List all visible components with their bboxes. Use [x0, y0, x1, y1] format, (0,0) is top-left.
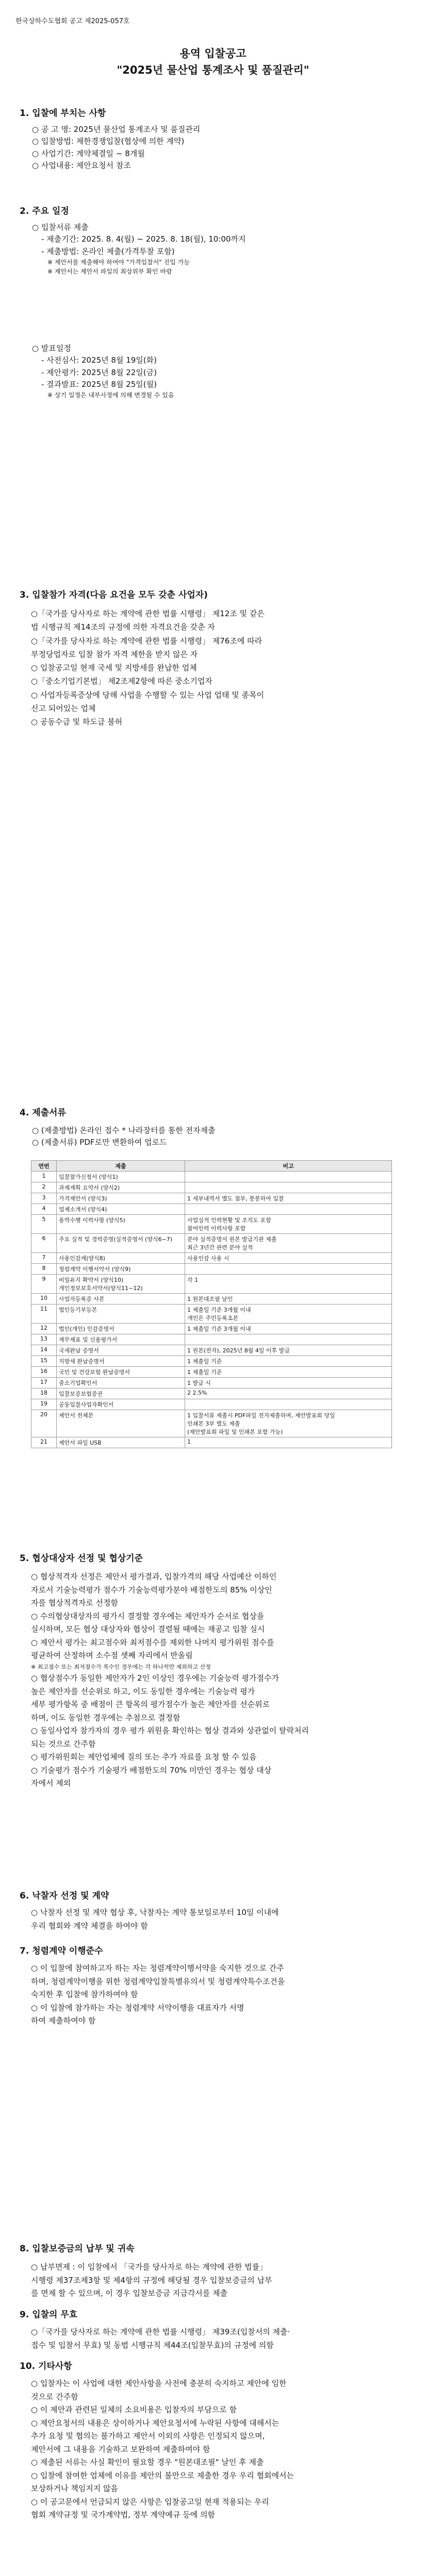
section-7-heading: 7. 청렴계약 이행준수 [20, 1946, 103, 1956]
table-cell [185, 1172, 392, 1182]
table-cell: 5 [31, 1215, 57, 1234]
table-cell: 9 [31, 1275, 57, 1294]
table-cell: 13 [31, 1334, 57, 1345]
list-item: ○「중소기업기본법」 제2조제2항에 따른 중소기업자 [31, 676, 212, 686]
list-item: 법 시행규칙 제14조의 규정에 의한 자격요건을 갖춘 자 [31, 622, 215, 632]
list-item: ※ 제안서를 제출해야 하여야 "가격입찰서" 진입 가능 [47, 258, 190, 266]
table-cell: 제안서 전체본 [57, 1410, 185, 1437]
table-row [31, 1234, 392, 1253]
table-row [31, 1304, 392, 1324]
list-item: ○ 공 고 명: 2025년 물산업 통계조사 및 품질관리 [32, 125, 201, 134]
table-cell: 1 세부내역서 별도 첨부, 봉봉하여 입찰 [185, 1193, 392, 1204]
list-item: - 제출기간: 2025. 8. 4(월) ~ 2025. 8. 18(월), 10:00까지 [41, 234, 246, 244]
list-item: 자를 협상적격자로 선정함 [31, 1598, 118, 1607]
table-cell: 20 [31, 1410, 57, 1437]
list-item: ○ 입찰자는 이 사업에 대한 제안사항을 사전에 충분히 숙지하고 제안에 임한 [31, 2379, 287, 2388]
list-item: ○ 사업내용: 제안요청서 참조 [32, 160, 131, 170]
list-item: ○ 발표일정 [32, 344, 71, 353]
section-3-list [31, 607, 413, 728]
list-item: ○ 납부면제 : 이 입찰에서 「국가를 당사자로 하는 계약에 관한 법률」 [31, 2262, 268, 2272]
list-item: 보상하거나 책임지지 않음 [31, 2484, 118, 2493]
list-item: ○ 기술평가 점수가 기술평가 배점한도의 70% 미만인 경우는 협상 대상 [31, 1765, 272, 1775]
table-cell: 사용인감 사용 시 [185, 1253, 392, 1264]
table-header-cell: 제출 [57, 1161, 185, 1172]
table-row [31, 1388, 392, 1399]
list-item: ○ 사업자등록증상에 당해 사업을 수행할 수 있는 사업 업태 및 종목이 [31, 690, 265, 700]
table-cell: 업체소개서 (양식4) [57, 1204, 185, 1215]
table-cell [185, 1264, 392, 1275]
table-row [31, 1367, 392, 1378]
list-item: - 제출방법: 온라인 제출(가격투찰 포함) [41, 246, 175, 256]
table-row [31, 1275, 392, 1294]
section-4-heading: 4. 제출서류 [20, 1108, 66, 1118]
table-cell: 2 2.5% [185, 1388, 392, 1399]
list-item: 실시하며, 모든 협상 대상자와 협상이 결렬될 때에는 재공고 입찰 실시 [31, 1624, 265, 1634]
list-item: ○ 사업기간: 계약체결일 ~ 8개월 [32, 148, 145, 158]
list-item: ○ 입찰공고일 현재 국세 및 지방세를 완납한 업체 [31, 663, 197, 672]
table-row [31, 1172, 392, 1182]
table-cell: 4 [31, 1204, 57, 1215]
list-item: 우리 협회와 계약 체결을 하여야 함 [31, 1921, 148, 1930]
table-cell: 1 원본대조필 날인 [185, 1294, 392, 1304]
list-item: ○ 제출된 서류는 사실 확인이 필요할 경우 "원본대조필" 날인 후 제출 [31, 2458, 264, 2467]
list-item: 높은 제안자를 선순위로 하고, 이도 동일한 경우에는 기술능력 평가 [31, 1686, 255, 1696]
list-item: 평균하여 산정하며 소수점 셋째 자리에서 반올림 [31, 1651, 193, 1660]
table-cell: 11 [31, 1304, 57, 1324]
table-row [31, 1264, 392, 1275]
list-item: ○ 협상점수가 동일한 제안자가 2인 이상인 경우에는 기술능력 평가점수가 [31, 1673, 279, 1683]
table-row [31, 1437, 392, 1448]
table-row [31, 1334, 392, 1345]
table-cell [185, 1204, 392, 1215]
table-cell: 사업자등록증 사본 [57, 1294, 185, 1304]
list-item: - 사전심사: 2025년 8월 19일(화) [41, 355, 157, 365]
table-cell: 과제계획 요약서 (양식2) [57, 1182, 185, 1193]
table-cell: 비밀유지 확약서 (양식10) 개인정보보호서약서(양식11~12) [57, 1275, 185, 1294]
table-cell: 15 [31, 1356, 57, 1367]
table-cell: 청렴계약 이행서약서 (양식9) [57, 1264, 185, 1275]
table-cell: 국민 및 건강보험 완납증명서 [57, 1367, 185, 1378]
table-cell: 1 제출일 기준 [185, 1356, 392, 1367]
table-row [31, 1204, 392, 1215]
list-item: 접수 및 입찰서 무효) 및 동법 시행규칙 제44조(입찰무효)의 규정에 의함 [31, 2340, 274, 2350]
table-row [31, 1324, 392, 1334]
list-item: ○「국가를 당사자로 하는 계약에 관한 법률 시행령」 제12조 및 같은 [31, 609, 265, 618]
table-row [31, 1215, 392, 1234]
table-row [31, 1410, 392, 1437]
section-6-heading: 6. 낙찰자 선정 및 계약 [20, 1891, 109, 1901]
page-title: 용역 입찰공고 [179, 47, 247, 60]
table-cell: 1 발급 시 [185, 1378, 392, 1388]
section-5-heading: 5. 협상대상자 선정 및 협상기준 [20, 1553, 143, 1564]
list-item: ○ 낙찰자 선정 및 계약 협상 후, 낙찰자는 계약 통보일로부터 10일 이내에 [31, 1908, 279, 1917]
table-cell: 공동입찰사업자확인서 [57, 1399, 185, 1410]
list-item: ○ 평가위원회는 제안업체에 질의 또는 추가 자료를 요청 할 수 있음 [31, 1752, 257, 1762]
section-8-list [31, 2261, 413, 2300]
list-item: 시행령 제37조제3항 및 제4항의 규정에 해당될 경우 입찰보증금의 납부 [31, 2275, 272, 2285]
notice-number: 한국상하수도협회 공고 제2025-057호 [15, 18, 130, 25]
table-row [31, 1253, 392, 1264]
table-cell: 가격제안서 (양식3) [57, 1193, 185, 1204]
list-item: ○「국가를 당사자로 하는 계약에 관한 법률 시행령」 제76조에 따라 [31, 636, 263, 646]
documents-table-body [31, 1172, 392, 1448]
list-item: ○ (제출방법) 온라인 접수 * 나라장터를 통한 전자제출 [32, 1126, 216, 1135]
table-row [31, 1294, 392, 1304]
table-cell: 중소기업확인서 [57, 1378, 185, 1388]
table-cell: 2 [31, 1182, 57, 1193]
table-cell: 제안서 파일 USB [57, 1437, 185, 1448]
list-item: ○ 수의협상대상자의 평가시 결정할 경우에는 제안자가 순서로 협상을 [31, 1611, 265, 1621]
table-cell: 19 [31, 1399, 57, 1410]
table-row [31, 1399, 392, 1410]
list-item: ○ 이 입찰에 참여하고자 하는 자는 청렴계약이행서약을 숙지한 것으로 간주 [31, 1963, 284, 1973]
list-item: ○ 이 입찰에 참가하는 자는 청렴계약 서약이행을 대표자가 서명 [31, 2003, 244, 2012]
section-10-list [31, 2377, 413, 2522]
table-row [31, 1193, 392, 1204]
list-item: ○ 입찰서류 제출 [32, 223, 89, 232]
list-item: 것으로 간주함 [31, 2392, 78, 2401]
section-10-heading: 10. 기타사항 [20, 2361, 72, 2371]
table-cell: 법인등기부등본 [57, 1304, 185, 1324]
list-item: ○「국가를 당사자로 하는 계약에 관한 법률 시행령」 제39조(입찰서의 제출· [31, 2327, 290, 2336]
table-cell: 국세완납 증명서 [57, 1345, 185, 1356]
list-item: 자로서 기술능력평가 점수가 기술능력평가분야 배점한도의 85% 이상인 [31, 1585, 272, 1595]
table-cell: 1 [31, 1172, 57, 1182]
section-4-list [32, 1125, 403, 1149]
list-item: - 제안평가: 2025년 8월 22일(금) [41, 367, 157, 377]
list-item: 하며, 이도 동일한 경우에는 추첨으로 결정함 [31, 1713, 181, 1722]
list-item: ○ 입찰에 참여한 업체에 이유를 제안의 불만으로 제출한 경우 우리 협회에서는 [31, 2470, 294, 2480]
table-cell: 재무제표 및 신용평가서 [57, 1334, 185, 1345]
list-item: ※ 최고점수 또는 최저점수가 복수인 경우에는 각 하나씩만 제외하고 산정 [31, 1663, 211, 1670]
table-row [31, 1356, 392, 1367]
section-6-list [31, 1906, 413, 1933]
table-header-row [31, 1161, 392, 1172]
table-cell: 21 [31, 1437, 57, 1448]
table-cell: 입찰보증보험증권 [57, 1388, 185, 1399]
section-3-heading: 3. 입찰참가 자격(다음 요건을 모두 갖춘 사업자) [20, 590, 208, 600]
table-cell: 3 [31, 1193, 57, 1204]
table-cell: 분야 실적증명서 원본 발급기관 제출 최근 3년간 관련 분야 실적 [185, 1234, 392, 1253]
table-cell: 법인(개인) 인감증명서 [57, 1324, 185, 1334]
list-item: - 결과발표: 2025년 8월 25일(월) [41, 379, 157, 389]
list-item: ○ 제안요청서의 내용은 상이하거나 제안요청서에 누락된 사항에 대해서는 [31, 2418, 280, 2428]
table-cell: 지방세 완납증명서 [57, 1356, 185, 1367]
table-cell: 각 1 [185, 1275, 392, 1294]
section-5-list [31, 1570, 413, 1790]
table-cell [185, 1182, 392, 1193]
table-cell: 1 입찰서류 제출시 PDF파일 전자제출하며, 제안발표회 당일 인쇄본 3부 별도 제출 (제안발표회 파일 및 인쇄본 포함 가능) [185, 1410, 392, 1437]
list-item: ○ 입찰방법: 제한경쟁입찰(협상에 의한 계약) [32, 137, 185, 146]
section-2-schedule [32, 343, 403, 400]
section-9-list [31, 2326, 413, 2352]
table-cell: 1 제출일 기준 3개월 이내 개인은 주민등록초본 [185, 1304, 392, 1324]
section-1-heading: 1. 입찰에 부치는 사항 [20, 108, 106, 118]
section-2-heading: 2. 주요 일정 [20, 206, 69, 216]
section-7-list [31, 1962, 413, 2028]
list-item: 되는 것으로 간주함 [31, 1739, 96, 1749]
list-item: ○ (제출서류) PDF로만 변환하여 업로드 [32, 1138, 167, 1147]
table-row [31, 1378, 392, 1388]
list-item: 하여 제출하여야 함 [31, 2016, 96, 2025]
list-item: 부정당업자로 입찰 참가 자격 제한을 받지 않은 자 [31, 649, 198, 659]
table-cell: 8 [31, 1264, 57, 1275]
section-1-list [32, 124, 403, 172]
list-item: 신고 되어있는 업체 [31, 703, 96, 713]
page-subtitle: "2025년 물산업 통계조사 및 품질관리" [117, 64, 309, 76]
list-item: 하며, 청렴계약이행을 위한 청렴계약입찰특별유의서 및 청렴계약특수조건을 [31, 1976, 285, 1986]
table-cell: 사용인감계(양식8) [57, 1253, 185, 1264]
table-cell: 주요 실적 및 경력증명(실적증명서 (양식6~7) [57, 1234, 185, 1253]
list-item: 협회 계약규정 및 국가계약법, 정부 계약예규 등에 의함 [31, 2510, 215, 2519]
table-cell [185, 1334, 392, 1345]
table-cell: 1 제출일 기준 [185, 1367, 392, 1378]
list-item: ○ 제안서 평가는 최고점수와 최저점수를 제외한 나머지 평가위원 점수를 [31, 1637, 274, 1647]
table-cell: 1 제출일 기준 3개월 이내 [185, 1324, 392, 1334]
list-item: ○ 공동수급 및 하도급 불허 [31, 717, 123, 726]
list-item: 자에서 제외 [31, 1778, 71, 1788]
section-8-heading: 8. 입찰보증금의 납부 및 귀속 [20, 2244, 135, 2254]
table-cell: 7 [31, 1253, 57, 1264]
table-cell: 10 [31, 1294, 57, 1304]
table-row [31, 1182, 392, 1193]
table-cell: 1 원본(전자), 2025년 8월 4일 이후 발급 [185, 1345, 392, 1356]
table-cell: 17 [31, 1378, 57, 1388]
list-item: ※ 제안서는 제안서 파일의 최상위부 확인 바람 [47, 268, 172, 276]
list-item: 숙지한 후 입찰에 참가하여야 함 [31, 1990, 138, 1999]
list-item: ※ 상기 일정은 내부사정에 의해 변경될 수 있음 [47, 392, 174, 399]
documents-table [31, 1160, 392, 1448]
table-header-cell: 비고 [185, 1161, 392, 1172]
table-cell: 14 [31, 1345, 57, 1356]
table-cell [185, 1399, 392, 1410]
table-cell: 1 [185, 1437, 392, 1448]
section-9-heading: 9. 입찰의 무효 [20, 2310, 78, 2320]
table-header-cell: 연번 [31, 1161, 57, 1172]
table-cell: 12 [31, 1324, 57, 1334]
table-row [31, 1345, 392, 1356]
list-item: ○ 동일사업자 참가자의 경우 평가 위원을 확인하는 협상 결과와 상관없이 탈락처리 [31, 1726, 309, 1736]
list-item: 제안서에 그 내용을 기술하고 보완하여 제출하여야 함 [31, 2444, 210, 2454]
list-item: ○ 이 공고문에서 언급되지 않은 사항은 입찰공고일 현재 적용되는 우리 [31, 2497, 269, 2506]
table-cell: 18 [31, 1388, 57, 1399]
table-cell: 사업실적 인력현황 및 조직도 포함 참여인력 이력사항 포함 [185, 1215, 392, 1234]
table-cell: 용역수행 이력사항 (양식5) [57, 1215, 185, 1234]
table-cell: 16 [31, 1367, 57, 1378]
list-item: 세부 평가항목 중 배점이 큰 항목의 평가점수가 높은 제안자를 선순위로 [31, 1700, 270, 1709]
table-cell: 입찰참가신청서 (양식1) [57, 1172, 185, 1182]
list-item: 추가 요청 및 협의는 불가하고 제안서 이외의 사항은 인정되지 않으며, [31, 2431, 265, 2441]
list-item: 를 면제 할 수 있으며, 이 경우 입찰보증금 지급각서를 제출 [31, 2289, 227, 2298]
section-2-submission [32, 222, 403, 277]
table-cell: 6 [31, 1234, 57, 1253]
list-item: ○ 협상적격자 선정은 제안서 평가결과, 입찰가격의 해당 사업예산 이하인 [31, 1572, 277, 1581]
list-item: ○ 이 제안과 관련된 일체의 소요비용은 입찰자의 부담으로 함 [31, 2405, 237, 2414]
